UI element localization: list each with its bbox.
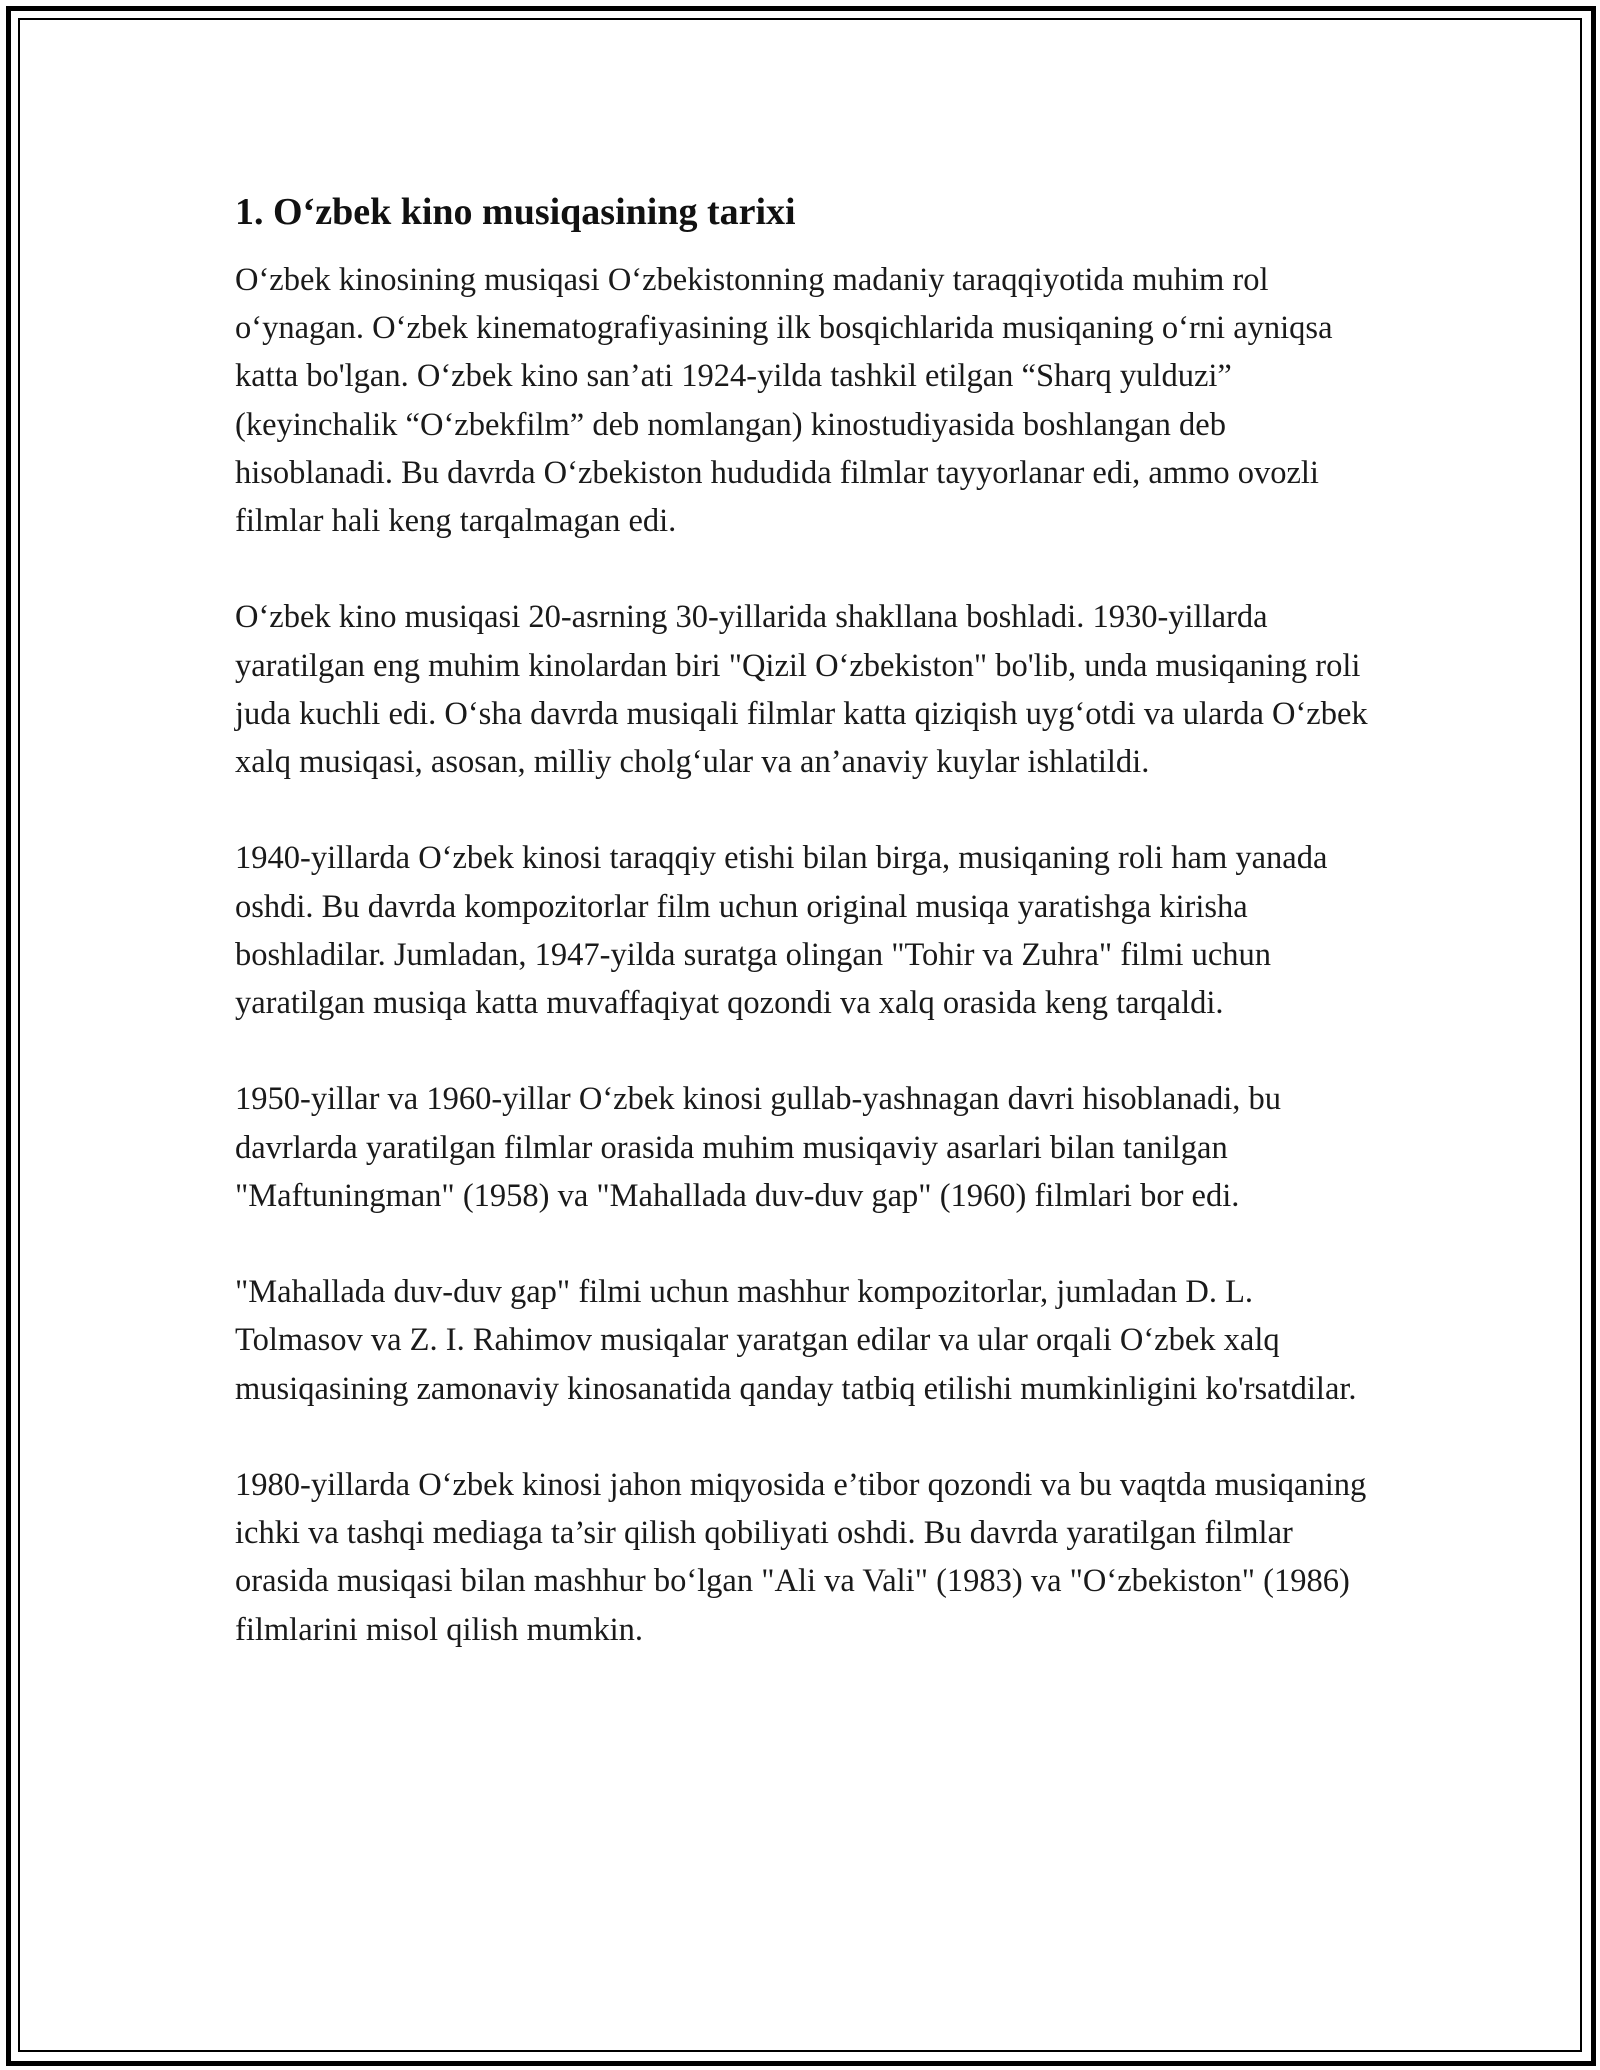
paragraph-6: 1980-yillarda Oʻzbek kinosi jahon miqyosida e’tibor qozondi va bu vaqtda musiqaning ichki va tashqi mediaga ta’sir qilish qobiliyati oshdi. Bu davrda yaratilgan filmlar orasida musiqasi bilan mashhur boʻlgan "Ali va Vali" (1983) va "Oʻzbekiston" (1986) filmlarini misol qilish mumkin. (235, 1467, 1367, 1648)
paragraph-2: Oʻzbek kino musiqasi 20-asrning 30-yillarida shakllana boshladi. 1930-yillarda yaratilgan eng muhim kinolardan biri "Qizil Oʻzbekiston" bo'lib, unda musiqaning roli juda kuchli edi. Oʻsha davrda musiqali filmlar katta qiziqish uygʻotdi va ularda Oʻzbek xalq musiqasi, asosan, milliy cholgʻular va an’anaviy kuylar ishlatildi. (235, 599, 1368, 781)
paragraph-5: "Mahallada duv-duv gap" filmi uchun mashhur kompozitorlar, jumladan D. L. Tolmasov va Z. I. Rahimov musiqalar yaratgan edilar va ular orqali Oʻzbek xalq musiqasining zamonaviy kinosanatida qanday tatbiq etilishi mumkinligini ko'rsatdilar. (235, 1274, 1357, 1407)
section-heading: 1. Oʻzbek kino musiqasining tarixi (235, 191, 796, 233)
paragraph-3: 1940-yillarda Oʻzbek kinosi taraqqiy etishi bilan birga, musiqaning roli ham yanada oshdi. Bu davrda kompozitorlar film uchun original musiqa yaratishga kirisha boshladilar. Jumladan, 1947-yilda suratga olingan "Tohir va Zuhra" filmi uchun yaratilgan musiqa katta muvaffaqiyat qozondi va xalq orasida keng tarqaldi. (235, 840, 1328, 1022)
document-body (235, 188, 1375, 1702)
paragraph-4: 1950-yillar va 1960-yillar Oʻzbek kinosi gullab-yashnagan davri hisoblanadi, bu davrlarda yaratilgan filmlar orasida muhim musiqaviy asarlari bilan tanilgan "Maftuningman" (1958) va "Mahallada duv-duv gap" (1960) filmlari bor edi. (235, 1081, 1282, 1214)
paragraph-1: Oʻzbek kinosining musiqasi Oʻzbekistonning madaniy taraqqiyotida muhim rol oʻynagan. Oʻzbek kinematografiyasining ilk bosqichlarida musiqaning oʻrni ayniqsa katta bo'lgan. Oʻzbek kino san’ati 1924-yilda tashkil etilgan “Sharq yulduzi” (keyinchalik “Oʻzbekfilm” deb nomlangan) kinostudiyasida boshlangan deb hisoblanadi. Bu davrda Oʻzbekiston hududida filmlar tayyorlanar edi, ammo ovozli filmlar hali keng tarqalmagan edi. (235, 262, 1333, 540)
